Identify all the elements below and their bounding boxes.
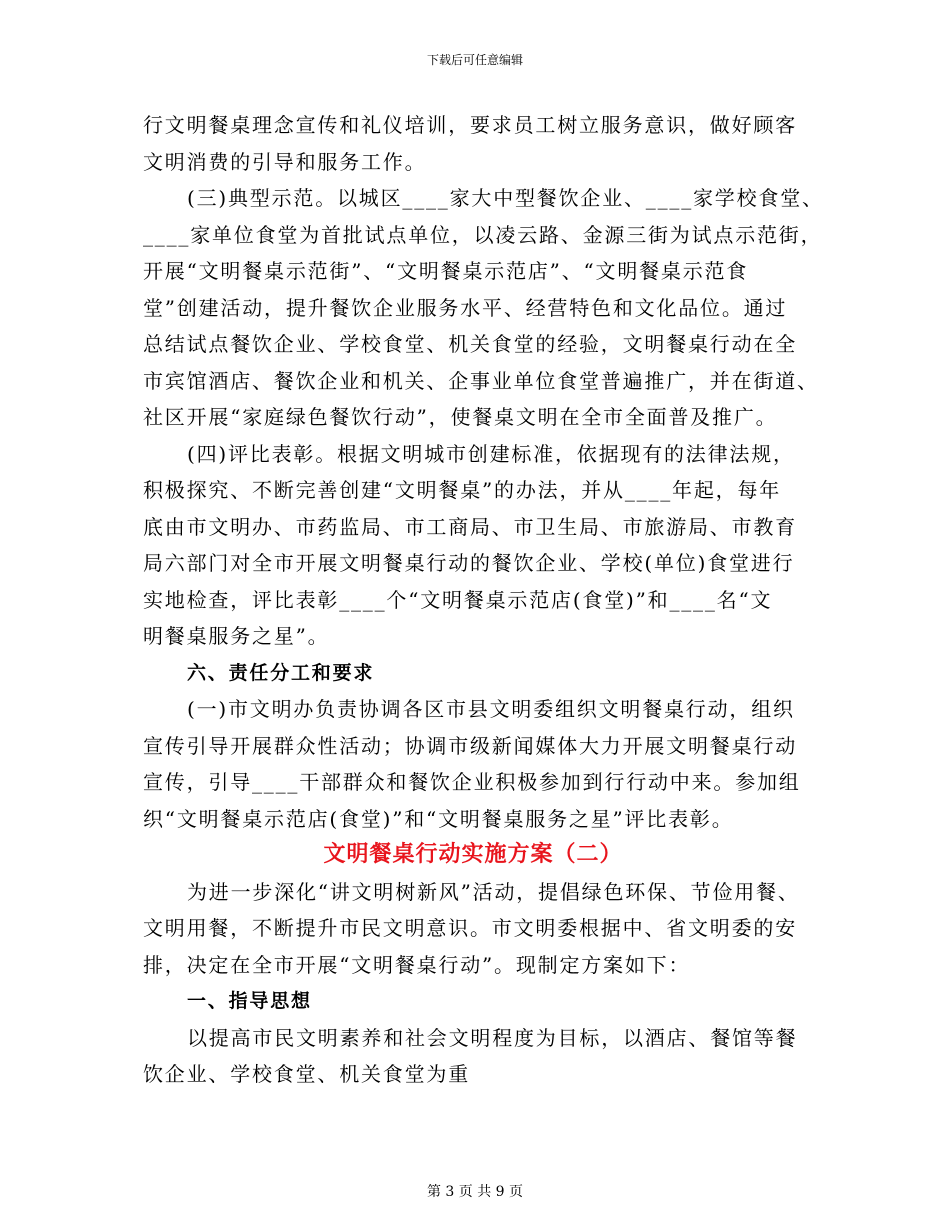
paragraph-line: (四)评比表彰。根据文明城市创建标准，依据现有的法律法规， <box>187 441 795 466</box>
paragraph-line: 局六部门对全市开展文明餐桌行动的餐饮企业、学校(单位)食堂进行 <box>143 551 795 575</box>
paragraph-line: 开展“文明餐桌示范街”、“文明餐桌示范店”、“文明餐桌示范食 <box>143 259 749 283</box>
paragraph-line: 宣传，引导____干部群众和餐饮企业积极参加到行行动中来。参加组 <box>143 770 801 794</box>
paragraph-line: 为进一步深化“讲文明树新风”活动，提倡绿色环保、节俭用餐、 <box>187 879 800 904</box>
document-body <box>143 107 824 1093</box>
section-heading: 一、指导思想 <box>187 990 312 1012</box>
paragraph-line: 明餐桌服务之星”。 <box>143 624 330 648</box>
paragraph-line: (一)市文明办负责协调各区市县文明委组织文明餐桌行动，组织 <box>187 697 795 721</box>
paragraph-line: 织“文明餐桌示范店(食堂)”和“文明餐桌服务之星”评比表彰。 <box>143 806 734 831</box>
paragraph-line: 总结试点餐饮企业、学校食堂、机关食堂的经验，文明餐桌行动在全 <box>143 332 797 356</box>
paragraph-line: 饮企业、学校食堂、机关食堂为重 <box>143 1062 470 1086</box>
paragraph-line: ____家单位食堂为首批试点单位，以凌云路、金源三街为试点示范街， <box>143 222 823 247</box>
paragraph-line: (三)典型示范。以城区____家大中型餐饮企业、____家学校食堂、 <box>187 186 824 210</box>
paragraph-line: 行文明餐桌理念宣传和礼仪培训，要求员工树立服务意识，做好顾客 <box>143 113 797 137</box>
paragraph-line: 积极探究、不断完善创建“文明餐桌”的办法，并从____年起，每年 <box>143 478 782 502</box>
paragraph-line: 底由市文明办、市药监局、市工商局、市卫生局、市旅游局、市教育 <box>143 514 797 539</box>
paragraph-line: 堂”创建活动，提升餐饮企业服务水平、经营特色和文化品位。通过 <box>143 295 788 320</box>
paragraph-line: 市宾馆酒店、餐饮企业和机关、企事业单位食堂普遍推广，并在街道、 <box>143 368 819 393</box>
paragraph-line: 社区开展“家庭绿色餐饮行动”，使餐桌文明在全市全面普及推广。 <box>143 405 778 429</box>
paragraph-line: 文明消费的引导和服务工作。 <box>143 149 427 174</box>
paragraph-line: 文明用餐，不断提升市民文明意识。市文明委根据中、省文明委的安 <box>143 916 797 940</box>
document-title: 文明餐桌行动实施方案（二） <box>323 842 623 867</box>
paragraph-line: 实地检查，评比表彰____个“文明餐桌示范店(食堂)”和____名“文 <box>143 587 773 612</box>
page-footer: 第 3 页 共 9 页 <box>426 1184 524 1200</box>
section-heading: 六、责任分工和要求 <box>187 661 375 684</box>
paragraph-line: 宣传引导开展群众性活动；协调市级新闻媒体大力开展文明餐桌行动 <box>143 733 797 758</box>
paragraph-line: 以提高市民文明素养和社会文明程度为目标，以酒店、餐馆等餐 <box>187 1025 798 1050</box>
paragraph-line: 排，决定在全市开展“文明餐桌行动”。现制定方案如下： <box>143 952 691 977</box>
page-header: 下载后可任意编辑 <box>426 53 523 67</box>
